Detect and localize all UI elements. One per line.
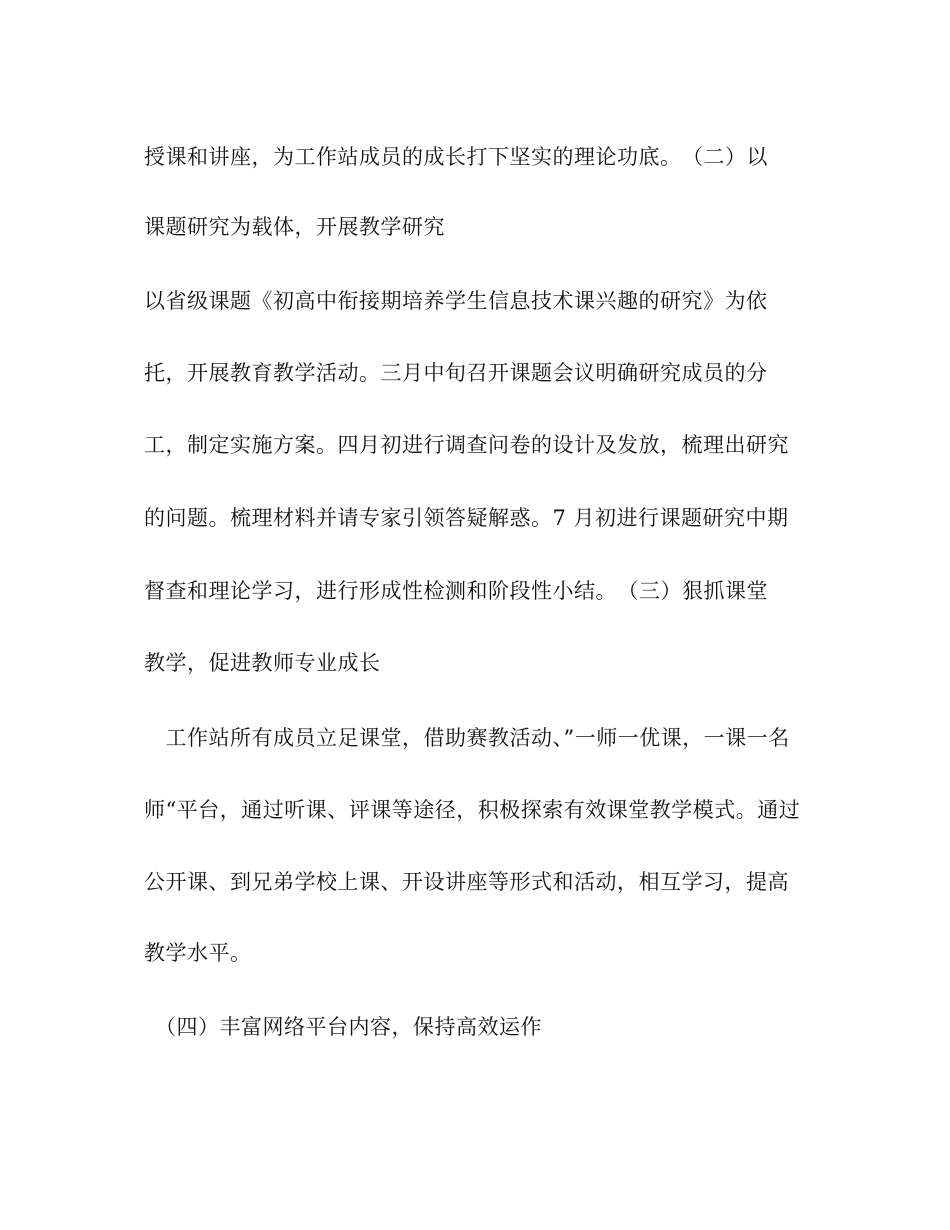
text-line-4: 托，开展教育教学活动。三月中旬召开课题会议明确研究成员的分: [144, 361, 768, 385]
text-line-11: 公开课、到兄弟学校上课、开设讲座等形式和活动，相互学习，提高: [144, 870, 789, 894]
text-line-2: 课题研究为载体，开展教学研究: [144, 215, 445, 239]
text-line-5: 工，制定实施方案。四月初进行调查问卷的设计及发放，梳理出研究: [144, 433, 789, 457]
text-line-7: 督查和理论学习，进行形成性检测和阶段性小结。 （三）狠抓课堂: [144, 579, 768, 603]
text-line-9: 工作站所有成员立足课堂，借助赛教活动、”一师一优课，一课一名: [144, 726, 790, 750]
text-line-12: 教学水平。: [144, 941, 252, 965]
text-line-6: 的问题。梳理材料并请专家引领答疑解惑。7 月初进行课题研究中期: [144, 506, 789, 530]
text-line-8: 教学，促进教师专业成长: [144, 651, 381, 675]
text-line-3: 以省级课题《初高中衔接期培养学生信息技术课兴趣的研究》为依: [144, 289, 768, 313]
text-line-1: 授课和讲座，为工作站成员的成长打下坚实的理论功底。 （二）以: [144, 145, 768, 169]
text-line-10: 师“平台，通过听课、评课等途径，积极探索有效课堂教学模式。通过: [144, 798, 801, 822]
text-line-13: （四）丰富网络平台内容，保持高效运作: [144, 1015, 542, 1039]
